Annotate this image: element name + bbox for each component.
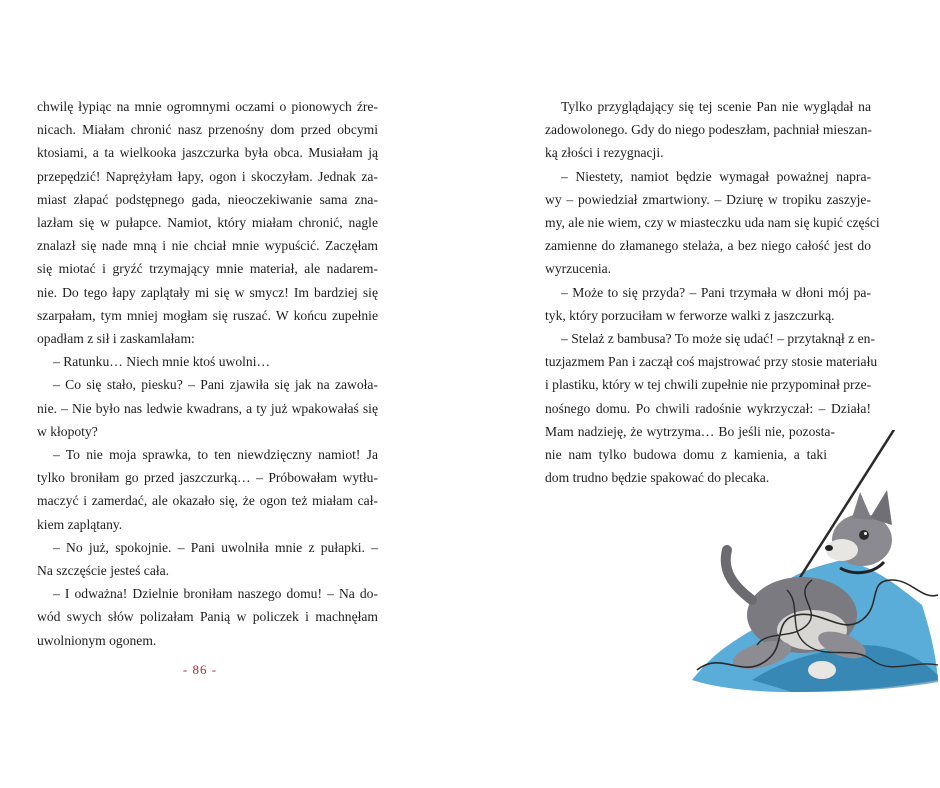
- text-line: dom trudno będzie spakować do plecaka.: [545, 470, 770, 486]
- text-line: – Stelaż z bambusa? To może się udać! – przytaknął z en-: [561, 331, 875, 347]
- paragraph: [545, 281, 871, 327]
- text-line: – Co się stało, piesku? – Pani zjawiła się jak na zawoła-: [53, 377, 378, 393]
- text-line: – Niestety, namiot będzie wymagał poważnej napra-: [561, 168, 871, 184]
- text-line: zamienne do złamanego stelaża, a bez niego całość jest do: [545, 238, 871, 254]
- paragraph: [37, 95, 378, 350]
- dog-eye: [859, 530, 869, 540]
- dog-nose: [825, 545, 833, 551]
- text-line: nicach. Miałam chronić nasz przenośny dom przed obcymi: [37, 122, 378, 138]
- text-line: i plastiku, który w tej chwili zupełnie nie przypominał prze-: [545, 377, 872, 393]
- text-line: w kłopoty?: [37, 423, 98, 439]
- text-line: nie. – Nie było nas ledwie kwadrans, a ty już wpakowałaś się: [37, 400, 378, 416]
- text-line: wy – powiedział zmartwiony. – Dziurę w tropiku zaszyje-: [545, 191, 871, 207]
- text-line: ktosiami, a ta wielkooka jaszczurka była obca. Musiałam ją: [37, 145, 378, 161]
- text-line: uwolnionym ogonem.: [37, 632, 157, 648]
- text-line: opadłam z sił i zaskamlałam:: [37, 331, 195, 347]
- text-line: znalazł się nade mną i nie chciał mnie wypuścić. Zaczęłam: [37, 238, 378, 254]
- paragraph: [545, 165, 880, 281]
- text-line: – No już, spokojnie. – Pani uwolniła mnie z pułapki. –: [53, 539, 378, 555]
- paragraph: [37, 582, 378, 652]
- text-line: my, ale nie wiem, czy w miasteczku uda nam się kupić części: [545, 215, 880, 231]
- text-line: chwilę łypiąc na mnie ogromnymi oczami o pionowych źre-: [37, 99, 378, 114]
- paragraph: [37, 350, 378, 373]
- text-line: przepędzić! Naprężyłam łapy, ogon i skoczyłam. Jednak za-: [37, 168, 378, 184]
- text-line: tyk, który porzuciłam w ferworze walki z jaszczurką.: [545, 307, 835, 323]
- text-line: nośnego domu. Po chwili radośnie wykrzyczał: – Działa!: [545, 400, 871, 416]
- paragraph: [545, 95, 871, 165]
- right-page: [470, 0, 940, 788]
- text-line: – To nie moja sprawka, to ten niewdzięczny namiot! Ja: [53, 447, 378, 463]
- text-line: kiem zaplątany.: [37, 516, 123, 532]
- text-line: się miotać i gryźć trzymający mnie materiał, ale nadarem-: [37, 261, 378, 277]
- text-line: tuzjazmem Pan i zaczął coś majstrować przy stosie materiału: [545, 354, 878, 370]
- dog-ear: [852, 492, 872, 520]
- text-line: miast złapać podstępnego gada, nieoczekiwanie sama zna-: [37, 191, 378, 207]
- text-line: zadowolonego. Gdy do niego podeszłam, pachniał mieszan-: [545, 122, 872, 138]
- left-page-text: [37, 95, 378, 652]
- paragraph: [37, 373, 378, 443]
- text-line: Mam nadzieję, że wytrzyma… Bo jeśli nie, pozosta-: [545, 423, 835, 439]
- dog-paw: [808, 661, 836, 679]
- text-line: – Może to się przyda? – Pani trzymała w dłoni mój pa-: [561, 284, 871, 300]
- paragraph: [37, 443, 378, 536]
- text-line: wyrzucenia.: [545, 261, 612, 277]
- text-line: tylko broniłam go przed jaszczurką… – Próbowałam wytłu-: [37, 470, 378, 486]
- dog-tail: [726, 550, 752, 600]
- text-line: – I odważna! Dzielnie broniłam naszego domu! – Na do-: [53, 586, 378, 602]
- text-line: lazłam się w pułapce. Namiot, który miałam chronić, nagle: [37, 215, 378, 231]
- text-line: szarpałam, tym mniej mogłam się ruszać. W końcu zupełnie: [37, 307, 378, 323]
- text-line: wód swych słów polizałam Panią w policzek i machnęłam: [37, 609, 378, 625]
- text-line: ką złości i rezygnacji.: [545, 145, 664, 161]
- text-line: Tylko przyglądający się tej scenie Pan nie wyglądał na: [561, 99, 871, 114]
- text-line: – Ratunku… Niech mnie ktoś uwolni…: [53, 354, 271, 370]
- dog-eye-shine: [864, 532, 867, 535]
- dog-tangled-in-tent-illustration: [692, 430, 940, 720]
- page-number: - 86 -: [182, 662, 218, 677]
- text-line: nie. Do tego łapy zaplątały mi się w smycz! Im bardziej się: [37, 284, 378, 300]
- text-line: nie nam tylko budowa domu z kamienia, a taki: [545, 447, 827, 463]
- paragraph: [37, 536, 378, 582]
- text-line: Na szczęście jesteś cała.: [37, 563, 170, 579]
- text-line: maczyć i zamerdać, ale okazało się, że ogon też miałam cał-: [37, 493, 378, 509]
